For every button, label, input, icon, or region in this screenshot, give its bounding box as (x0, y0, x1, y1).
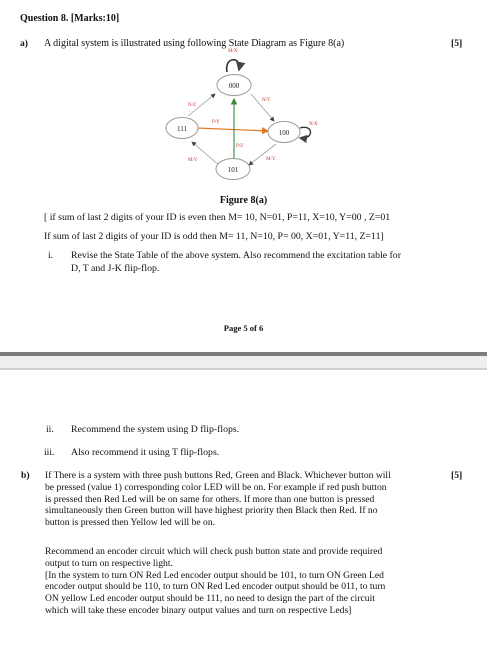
edge-self-100 (300, 127, 311, 138)
part-a-marks: [5] (451, 38, 463, 49)
part-b-marks: [5] (451, 470, 463, 481)
part-a-label: a) (20, 38, 28, 49)
part-b-p2-line: which will take these encoder binary output values and turn on respective Leds] (45, 604, 352, 616)
page-separator (0, 352, 487, 370)
part-b-p2-line: output to turn on respective light. (45, 557, 173, 569)
part-b-p1-line: be pressed (value 1) corresponding color LED will be on. For example if red push button (45, 481, 387, 493)
edge-self-000 (227, 60, 240, 72)
item-iii-label: iii. (44, 447, 55, 458)
part-b-p1-line: simultaneously then Green button will have highest priority then Black then Red. If no (45, 505, 378, 517)
question-heading: Question 8. [Marks:10] (20, 13, 120, 24)
part-b-p1-line: is pressed then Red Led will be on same for others. If more than one button is pressed (45, 493, 375, 505)
item-i-label: i. (48, 250, 54, 261)
state-101-label: 101 (227, 166, 239, 174)
label-101-111: M/Y (188, 158, 198, 163)
state-100-label: 100 (278, 129, 290, 137)
item-iii-text: Also recommend it using T flip-flops. (71, 447, 220, 458)
part-b-p2-line: encoder output should be 110, to turn ON Red Led encoder output should be 011, to turn (45, 581, 386, 593)
edge-111-100 (197, 128, 268, 131)
state-111-label: 111 (177, 125, 187, 133)
state-diagram (150, 44, 330, 186)
item-ii-label: ii. (46, 424, 54, 435)
state-000-label: 000 (228, 82, 240, 90)
state-101 (216, 159, 250, 180)
part-b-p1-line: button is pressed then Yellow led will be on. (45, 517, 216, 529)
rule-even: [ if sum of last 2 digits of your ID is even then M= 10, N=01, P=11, X=10, Y=00 , Z=01 (44, 212, 391, 223)
figure-caption: Figure 8(a) (219, 195, 268, 206)
item-i-line2: D, T and J-K flip-flop. (71, 263, 160, 274)
label-101-000: P/Z (236, 144, 244, 149)
part-a-text: A digital system is illustrated using following State Diagram as Figure 8(a) (44, 38, 345, 49)
label-100-101: M/Y (266, 157, 276, 162)
label-000-100: N/Y (262, 98, 271, 103)
state-000 (217, 75, 251, 96)
part-b-paragraph-1 (45, 470, 437, 529)
state-100 (268, 122, 300, 143)
label-111-100: P/Y (212, 120, 220, 125)
part-b-p2-line: ON yellow Led encoder output should be 111, no need to design the part of the circuit (45, 593, 375, 605)
label-111-000: N/Z (188, 103, 197, 108)
item-ii-text: Recommend the system using D flip-flops. (71, 424, 240, 435)
part-b-paragraph-2 (45, 546, 437, 617)
rule-odd: If sum of last 2 digits of your ID is odd then M= 11, N=10, P= 00, X=01, Y=11, Z=11] (44, 231, 384, 242)
label-self-000: M/X (228, 49, 238, 54)
part-b-p1-line: If There is a system with three push buttons Red, Green and Black. Whichever button will (45, 470, 391, 481)
part-b-p2-line: [In the system to turn ON Red Led encoder output should be 101, to turn ON Green Led (45, 569, 384, 581)
state-111 (166, 118, 198, 139)
page-footer: Page 5 of 6 (223, 323, 264, 333)
part-b-p2-line: Recommend an encoder circuit which will check push button state and provide required (45, 546, 383, 557)
item-i-line1: Revise the State Table of the above system. Also recommend the excitation table for (71, 250, 401, 261)
label-self-100: N/X (309, 122, 318, 127)
part-b-label: b) (21, 470, 30, 481)
